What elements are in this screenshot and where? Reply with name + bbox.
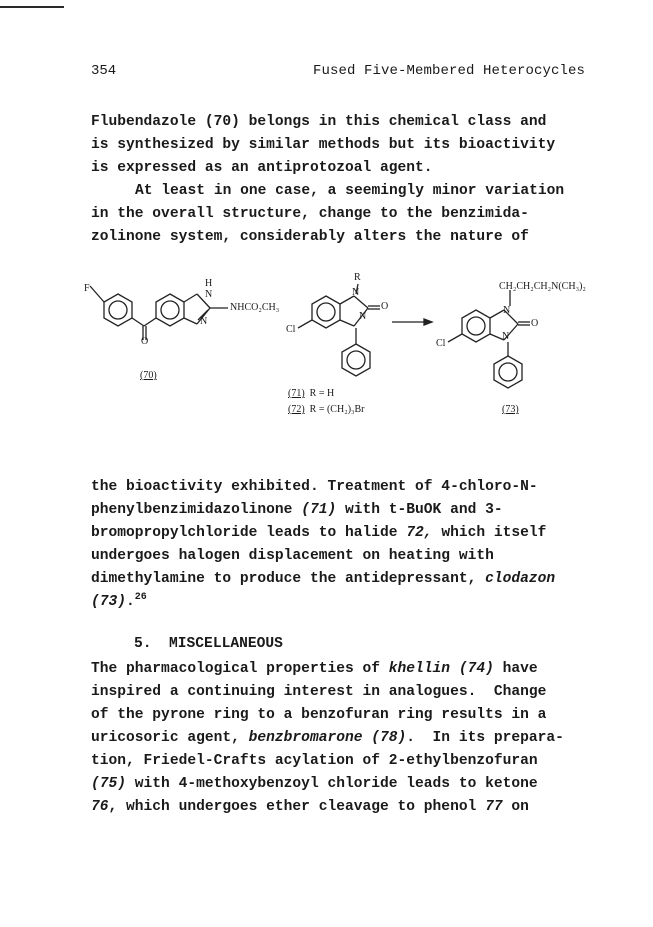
benzene-ring-fluorophenyl [104,294,132,326]
text-line: undergoes halogen displacement on heating with [91,548,494,564]
benzene-ring-phenyl-73 [494,356,522,388]
text-line: in the overall structure, change to the benzimida- [91,206,529,222]
page-number: 354 [91,63,117,79]
atom-n-bottom: N [502,331,510,342]
atom-cl: Cl [436,338,446,349]
paragraph-miscellaneous [91,658,591,819]
atom-n-bottom: N [359,311,367,322]
section-heading: 5. MISCELLANEOUS [134,636,283,652]
text-line: tion, Friedel-Crafts acylation of 2-ethylbenzofuran [91,753,538,769]
text-line: (75) with 4-methoxybenzoyl chloride leads to ketone [91,776,538,792]
text-line: phenylbenzimidazolinone (71) with t-BuOK and 3- [91,502,503,518]
scan-edge-mark [0,6,64,8]
text-line: is synthesized by similar methods but its bioactivity [91,137,556,153]
atom-o: O [531,318,539,329]
atom-n-top: N [205,289,213,300]
reference-superscript: 26 [134,592,147,603]
benzene-ring-benzimidazolinone [312,296,340,328]
text-line: uricosoric agent, benzbromarone (78). In its prepara- [91,730,564,746]
text-line: dimethylamine to produce the antidepressant, clodazon [91,571,556,587]
text-line: (73).$^{26}$ [91,592,147,610]
atom-o: O [381,301,389,312]
bond-carbonyl [132,318,144,326]
paragraph-clodazon [91,476,591,614]
text-line: Flubendazole (70) belongs in this chemical class and [91,114,547,130]
atom-r: R [354,272,361,283]
substituent-dimethylaminopropyl: CH₂CH₂CH₂N(CH₃)₂ [499,281,586,292]
benzene-ring-clodazon [462,310,490,342]
compound-label-73: (73) [502,404,519,415]
text-line: bromopropylchloride leads to halide 72, which itself [91,525,547,541]
compound-label-72: (72) R = (CH₂)₃Br [288,404,365,415]
atom-cl: Cl [286,324,296,335]
text-line: zolinone system, considerably alters the nature of [91,229,529,245]
text-line: is expressed as an antiprotozoal agent. [91,160,433,176]
text-line: of the pyrone ring to a benzofuran ring results in a [91,707,547,723]
atom-h: H [205,278,213,289]
text-line: At least in one case, a seemingly minor variation [135,183,565,199]
atom-n-top: N [352,287,360,298]
bond-f [90,286,104,302]
text-line: 76, which undergoes ether cleavage to phenol 77 on [91,799,529,815]
atom-n-bottom: N [200,316,208,327]
atom-o: O [141,336,149,347]
benzene-ring-benzimidazole [156,294,184,326]
text-line: the bioactivity exhibited. Treatment of 4-chloro-N- [91,479,538,495]
paragraph-flubendazole [91,111,591,180]
text-line: inspired a continuing interest in analogues. Change [91,684,547,700]
chemical-structures-figure [80,268,630,428]
atom-f: F [84,283,90,294]
compound-label-70: (70) [140,370,157,381]
compound-label-71: (71) R = H [288,388,335,399]
substituent-carbamate: NHCO₂CH₃ [230,302,280,313]
paragraph-variation [91,180,591,249]
benzene-ring-phenyl [342,344,370,376]
atom-n-top: N [503,305,511,316]
running-title: Fused Five-Membered Heterocycles [312,63,585,79]
text-line: The pharmacological properties of khellin (74) have [91,661,538,677]
